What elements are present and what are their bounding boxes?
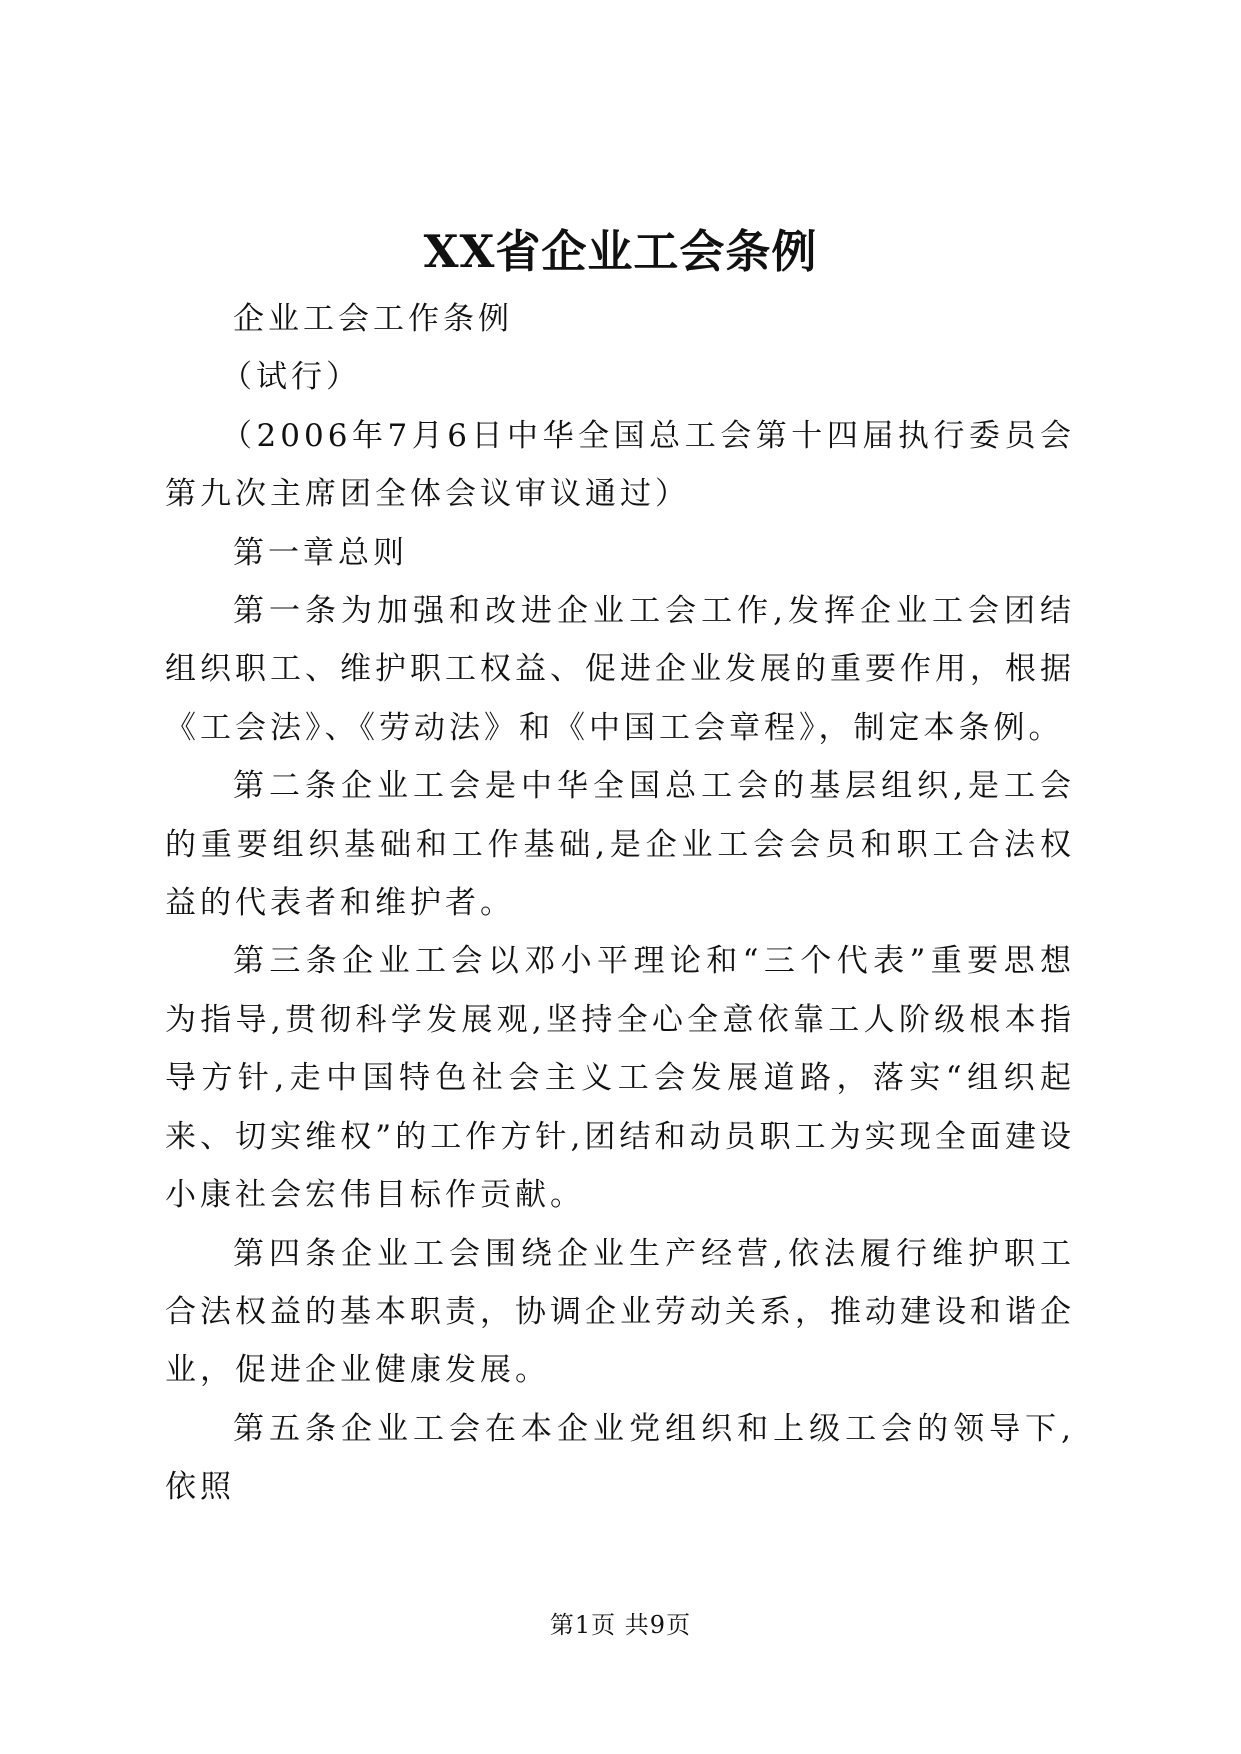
- article-paragraph: 第三条企业工会以邓小平理论和“三个代表”重要思想为指导,贯彻科学发展观,坚持全心全意依靠工人阶级根本指导方针,走中国特色社会主义工会发展道路，落实“组织起来、切实维权”的工作方针,团结和动员职工为实现全面建设小康社会宏伟目标作贡献。: [165, 943, 1075, 1214]
- article-paragraph: 第一条为加强和改进企业工会工作,发挥企业工会团结组织职工、维护职工权益、促进企业发展的重要作用，根据《工会法》、《劳动法》和《中国工会章程》，制定本条例。: [165, 593, 1075, 746]
- article-paragraph: 第五条企业工会在本企业党组织和上级工会的领导下,依照: [165, 1410, 1075, 1506]
- trial-note-paragraph: （试行）: [221, 359, 361, 396]
- approval-note-paragraph: （2006年7月6日中华全国总工会第十四届执行委员会第九次主席团全体会议审议通过）: [165, 417, 1075, 513]
- document-title: XX省企业工会条例: [423, 225, 818, 278]
- document-body: [165, 290, 1075, 1517]
- chapter-heading: 第一章总则: [233, 534, 408, 571]
- article-paragraph: 第二条企业工会是中华全国总工会的基层组织,是工会的重要组织基础和工作基础,是企业工会会员和职工合法权益的代表者和维护者。: [165, 768, 1075, 922]
- page-footer: 第1页 共9页: [549, 1611, 692, 1639]
- subtitle-paragraph: 企业工会工作条例: [233, 301, 513, 337]
- article-paragraph: 第四条企业工会围绕企业生产经营,依法履行维护职工合法权益的基本职责，协调企业劳动关系，推动建设和谐企业，促进企业健康发展。: [165, 1235, 1075, 1389]
